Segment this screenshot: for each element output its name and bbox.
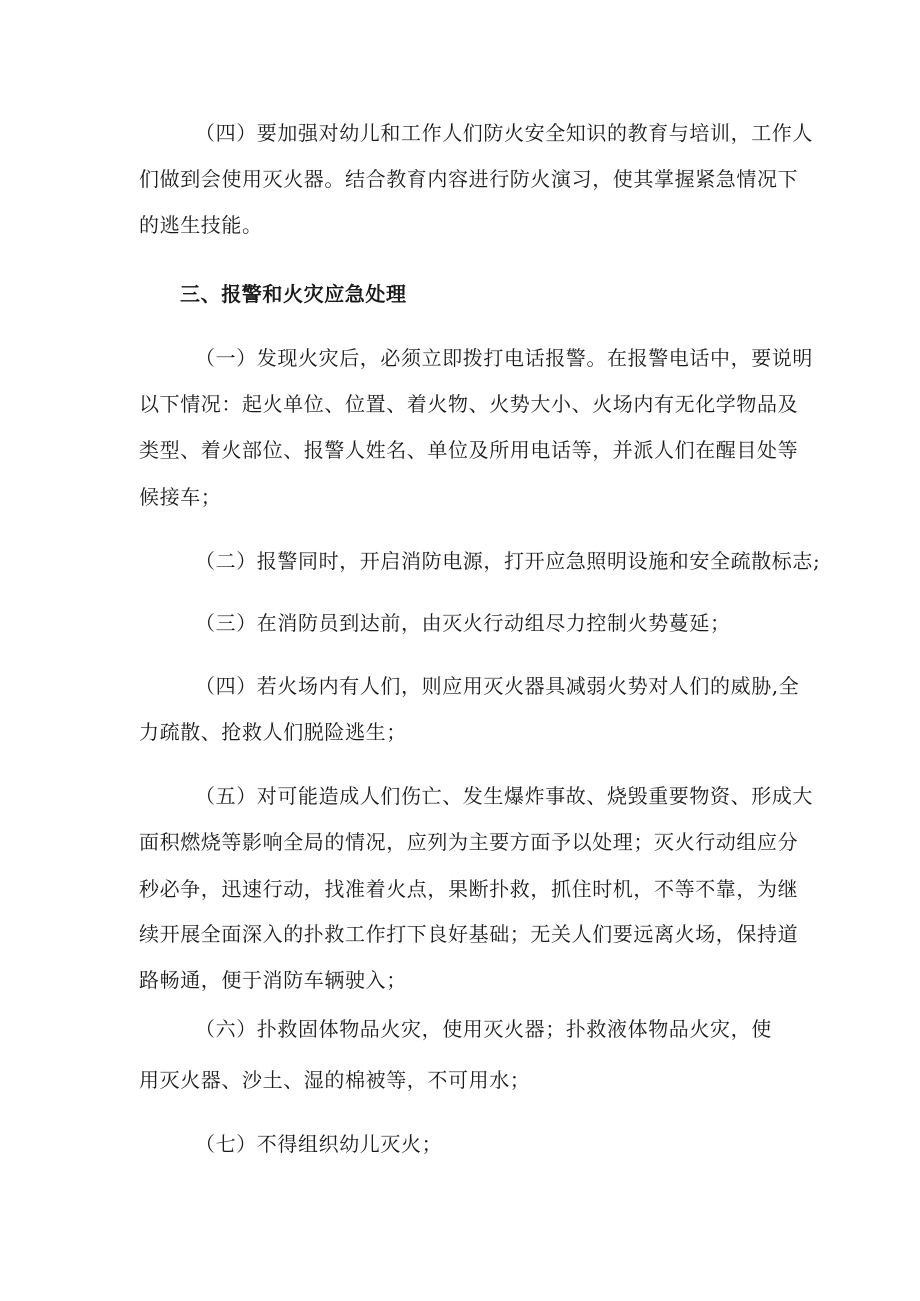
paragraph-4-line-2: 们做到会使用灭火器。结合教育内容进行防火演习，使其掌握紧急情况下 <box>139 167 799 191</box>
item-1-line-1: （一）发现火灾后，必须立即拨打电话报警。在报警电话中，要说明 <box>195 346 813 370</box>
item-4-line-1: （四）若火场内有人们，则应用灭火器具减弱火势对人们的威胁,全 <box>195 674 800 698</box>
item-6-line-1: （六）扑救固体物品火灾，使用灭火器；扑救液体物品火灾，使 <box>195 1017 772 1041</box>
item-5-line-3: 秒必争，迅速行动，找准着火点，果断扑救，抓住时机，不等不靠，为继 <box>139 877 799 901</box>
item-1-line-4: 候接车； <box>139 485 222 509</box>
item-4-line-2: 力疏散、抢救人们脱险逃生； <box>139 720 407 744</box>
item-5-line-2: 面积燃烧等影响全局的情况，应列为主要方面予以处理；灭火行动组应分 <box>139 830 799 854</box>
item-7-line-1: （七）不得组织幼儿灭火； <box>195 1132 443 1156</box>
item-1-line-2: 以下情况：起火单位、位置、着火物、火势大小、火场内有无化学物品及 <box>139 392 799 416</box>
item-5-line-5: 路畅通，便于消防车辆驶入； <box>139 968 407 992</box>
section-heading: 三、报警和火灾应急处理 <box>180 282 407 306</box>
item-2-line-1: （二）报警同时，开启消防电源，打开应急照明设施和安全疏散标志; <box>195 549 821 573</box>
item-6-line-2: 用灭火器、沙土、湿的棉被等，不可用水； <box>139 1068 531 1092</box>
item-5-line-4: 续开展全面深入的扑救工作打下良好基础；无关人们要远离火场，保持道 <box>139 922 799 946</box>
item-5-line-1: （五）对可能造成人们伤亡、发生爆炸事故、烧毁重要物资、形成大 <box>195 784 813 808</box>
paragraph-4-line-1: （四）要加强对幼儿和工作人们防火安全知识的教育与培训，工作人 <box>195 121 813 145</box>
item-3-line-1: （三）在消防员到达前，由灭火行动组尽力控制火势蔓延； <box>195 611 731 635</box>
item-1-line-3: 类型、着火部位、报警人姓名、单位及所用电话等，并派人们在醒目处等 <box>139 438 799 462</box>
paragraph-4-line-3: 的逃生技能。 <box>139 213 263 237</box>
